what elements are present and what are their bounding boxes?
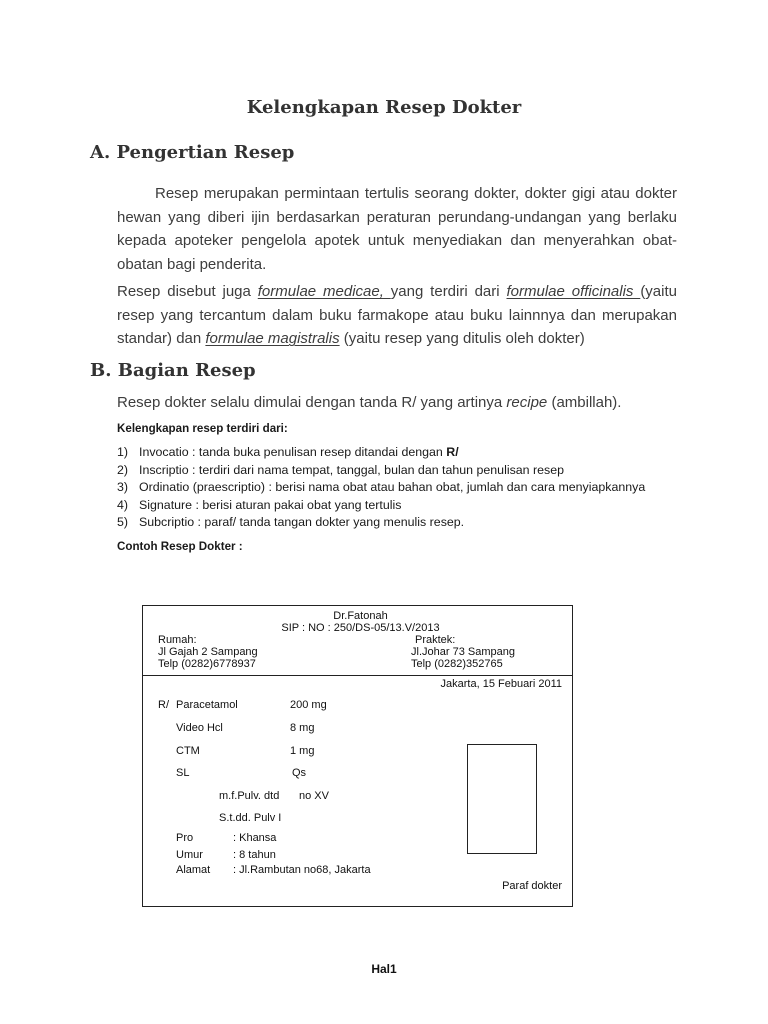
- drug-name: SL: [176, 767, 190, 779]
- text-run: standar) dan: [117, 330, 206, 348]
- example-label: Contoh Resep Dokter :: [117, 540, 243, 553]
- text-run: Resep disebut juga: [117, 283, 258, 300]
- term-formulae-medicae: formulae medicae,: [257, 283, 391, 300]
- paragraph-line: [117, 327, 677, 351]
- document-title: Kelengkapan Resep Dokter: [246, 97, 522, 118]
- term-formulae-magistralis: formulae magistralis: [205, 330, 340, 348]
- home-address: Jl Gajah 2 Sampang: [158, 646, 258, 658]
- text-run: Resep dokter selalu dimulai dengan tanda R/ yang artinya: [117, 394, 507, 411]
- paragraph-line: hewan yang diberi ijin berdasarkan peraturan perundang-undangan yang berlaku: [117, 208, 677, 226]
- list-item: [117, 462, 717, 480]
- section-b-intro: [117, 391, 621, 415]
- paragraph-line: [117, 280, 677, 304]
- list-item: [117, 444, 717, 462]
- recipe-mark: R/: [158, 699, 169, 711]
- list-text: Subcriptio : paraf/ tanda tangan dokter yang menulis resep.: [139, 515, 465, 529]
- prescription-sample: [142, 605, 573, 907]
- practice-phone: Telp (0282)352765: [411, 658, 503, 670]
- term-formulae-officinalis: formulae officinalis: [506, 283, 641, 300]
- drug-dose: 8 mg: [290, 722, 315, 734]
- text-run: (yaitu resep yang ditulis oleh dokter): [339, 330, 585, 348]
- section-b-heading: B. Bagian Resep: [90, 360, 256, 381]
- practice-label: Praktek:: [415, 634, 456, 646]
- drug-name: Paracetamol: [176, 699, 238, 711]
- prescription-parts-list: [117, 444, 717, 532]
- practice-address: Jl.Johar 73 Sampang: [411, 646, 515, 658]
- patient-value: : Khansa: [233, 832, 277, 844]
- drug-row: [143, 699, 572, 712]
- section-a-heading: A. Pengertian Resep: [90, 142, 295, 163]
- place-date: Jakarta, 15 Febuari 2011: [440, 678, 562, 690]
- doctor-name: Dr.Fatonah: [333, 610, 388, 622]
- text-run: Invocatio : tanda buka penulisan resep ditandai dengan: [139, 445, 447, 459]
- paragraph-line: resep yang tercantum dalam buku farmakope atau buku lainnnya dan merupakan: [117, 306, 677, 324]
- signature-box: [467, 744, 537, 854]
- drug-dose: 1 mg: [290, 745, 315, 757]
- paragraph-line: obatan bagi penderita.: [117, 255, 267, 273]
- recipe-mark: R/: [446, 445, 459, 459]
- patient-value: : Jl.Rambutan no68, Jakarta: [233, 864, 371, 876]
- license-number: SIP : NO : 250/DS-05/13.V/2013: [281, 622, 440, 634]
- paragraph-line: kepada apoteker pengelola apotek untuk menyediakan dan menyerahkan obat-: [117, 232, 677, 250]
- list-text: Ordinatio (praescriptio) : berisi nama obat atau bahan obat, jumlah dan cara menyiapkannya: [139, 480, 646, 494]
- compounding-quantity: no XV: [299, 790, 329, 802]
- formulae-paragraph: [117, 280, 677, 351]
- list-text: Signature : berisi aturan pakai obat yang tertulis: [139, 497, 402, 512]
- list-number: 4): [117, 497, 129, 512]
- list-text: Inscriptio : terdiri dari nama tempat, tanggal, bulan dan tahun penulisan resep: [139, 462, 564, 477]
- drug-name: Video Hcl: [176, 722, 223, 734]
- compounding-instruction: m.f.Pulv. dtd: [219, 790, 280, 802]
- drug-dose: Qs: [292, 767, 307, 779]
- patient-label: Pro: [176, 832, 194, 844]
- patient-label: Umur: [176, 849, 203, 861]
- patient-value: : 8 tahun: [233, 849, 276, 861]
- list-title: Kelengkapan resep terdiri dari:: [117, 422, 288, 435]
- list-number: 1): [117, 445, 129, 459]
- patient-row: [143, 864, 572, 877]
- list-number: 5): [117, 515, 129, 529]
- list-item: [117, 514, 717, 532]
- list-number: 2): [117, 462, 129, 477]
- patient-label: Alamat: [176, 864, 211, 876]
- page-number: Hal1: [371, 962, 397, 976]
- home-phone: Telp (0282)6778937: [158, 658, 256, 670]
- definition-paragraph: [117, 182, 677, 276]
- drug-dose: 200 mg: [290, 699, 327, 711]
- paragraph-line: Resep merupakan permintaan tertulis seorang dokter, dokter gigi atau dokter: [155, 185, 677, 202]
- list-item: [117, 479, 717, 497]
- header-divider: [143, 675, 572, 676]
- text-run: (ambillah).: [547, 394, 622, 411]
- text-run: (yaitu: [640, 283, 677, 300]
- term-recipe: recipe: [506, 394, 548, 411]
- home-label: Rumah:: [158, 634, 197, 646]
- list-item: [117, 497, 717, 515]
- list-text: [139, 444, 459, 462]
- list-number: 3): [117, 480, 129, 494]
- text-run: yang terdiri dari: [390, 283, 507, 300]
- drug-name: CTM: [176, 745, 200, 757]
- signa-instruction: S.t.dd. Pulv I: [219, 812, 282, 824]
- signature-label: Paraf dokter: [502, 880, 562, 892]
- drug-row: [143, 722, 572, 735]
